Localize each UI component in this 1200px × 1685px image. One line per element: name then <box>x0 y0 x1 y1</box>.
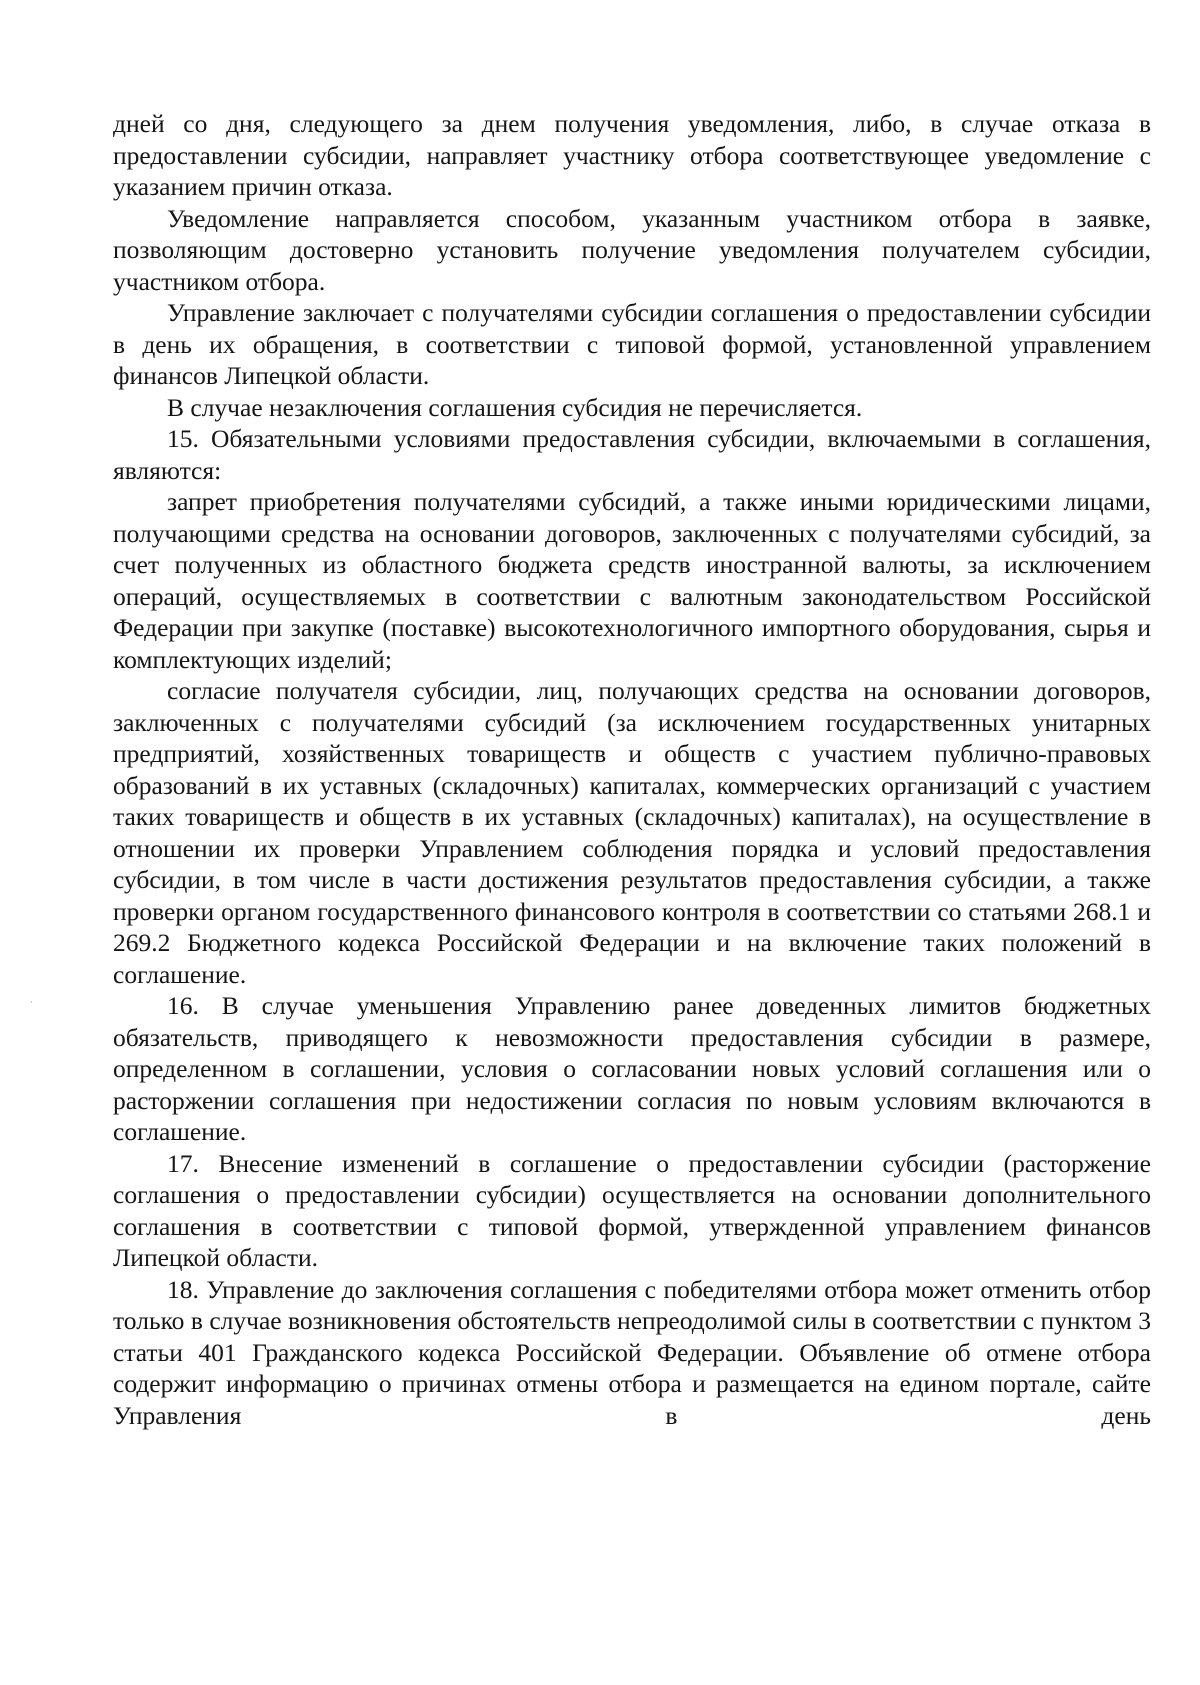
document-body <box>113 108 1151 1431</box>
paragraph-clause-16: 16. В случае уменьшения Управлению ранее доведенных лимитов бюджетных обязательств, приводящего к невозможности предоставления субсидии в размере, определенном в соглашении, условия о согласовании новых условий соглашения или о расторжении соглашения при недостижении согласия по новым условиям включаются в соглашение. <box>113 991 1151 1146</box>
scan-speck: · <box>30 998 33 1008</box>
paragraph-notification-method: Уведомление направляется способом, указанным участником отбора в заявке, позволяющим достоверно установить получение уведомления получателем субсидии, участником отбора. <box>113 203 1151 296</box>
paragraph-agreement-conclusion: Управление заключает с получателями субсидии соглашения о предоставлении субсидии в день их обращения, в соответствии с типовой формой, установленной управлением финансов Липецкой области. <box>113 298 1151 390</box>
paragraph-no-agreement: В случае незаключения соглашения субсидия не перечисляется. <box>167 392 863 422</box>
paragraph-continuation: дней со дня, следующего за днем получения уведомления, либо, в случае отказа в предоставлении субсидии, направляет участнику отбора соответствующее уведомление с указанием причин отказа. <box>113 109 1151 201</box>
paragraph-currency-ban: запрет приобретения получателями субсидий, а также иными юридическими лицами, получающими средства на основании договоров, заключенных с получателями субсидий, за счет полученных из областного бюджета средств иностранной валюты, за исключением операций, осуществляемых в соответствии с валютным законодательством Российской Федерации при закупке (поставке) высокотехнологичного импортного оборудования, сырья и комплектующих изделий; <box>113 487 1151 674</box>
paragraph-consent-inspection: согласие получателя субсидии, лиц, получающих средства на основании договоров, заключенных с получателями субсидий (за исключением государственных унитарных предприятий, хозяйственных товариществ и обществ с участием публично-правовых образований в их уставных (складочных) капиталах, коммерческих организаций с участием таких товариществ и обществ в их уставных (складочных) капиталах), на осуществление в отношении их проверки Управлением соблюдения порядка и условий предоставления субсидии, в том числе в части достижения результатов предоставления субсидии, а также проверки органом государственного финансового контроля в соответствии со статьями 268.1 и 269.2 Бюджетного кодекса Российской Федерации и на включение таких положений в соглашение. <box>113 676 1151 989</box>
paragraph-clause-17: 17. Внесение изменений в соглашение о предоставлении субсидии (расторжение соглашения о предоставлении субсидии) осуществляется на основании дополнительного соглашения в соответствии с типовой формой, утвержденной управлением финансов Липецкой области. <box>113 1148 1151 1272</box>
paragraph-clause-18: 18. Управление до заключения соглашения с победителями отбора может отменить отбор только в случае возникновения обстоятельств непреодолимой силы в соответствии с пунктом 3 статьи 401 Гражданского кодекса Российской Федерации. Объявление об отмене отбора содержит информацию о причинах отмены отбора и размещается на едином портале, сайте Управления в день <box>113 1274 1151 1430</box>
paragraph-clause-15: 15. Обязательными условиями предоставления субсидии, включаемыми в соглашения, являются: <box>113 424 1151 485</box>
